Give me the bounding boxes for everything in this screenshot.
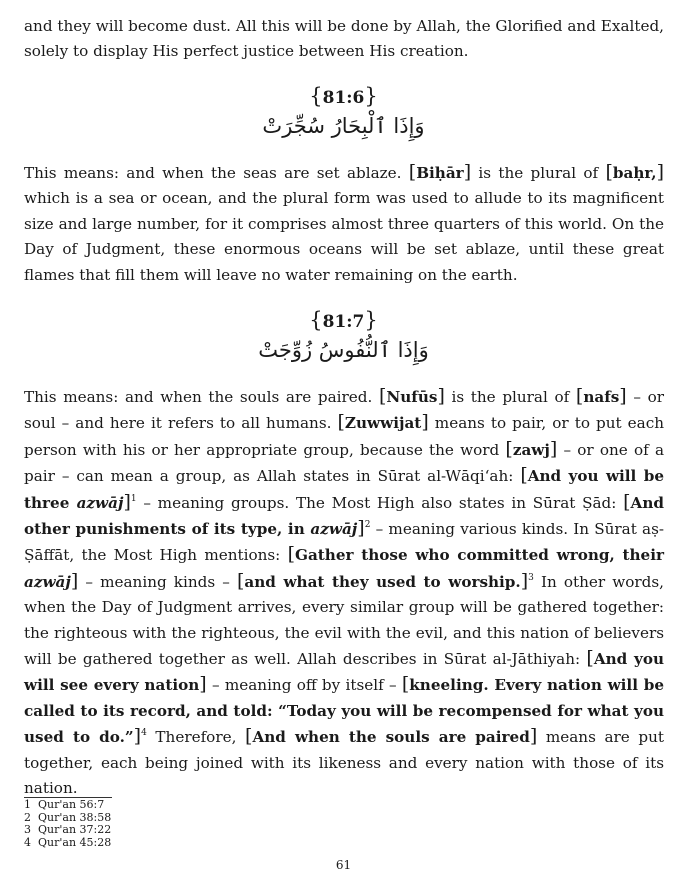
quote-verse-81-7: And when the souls are paired (252, 728, 530, 747)
term-azwaj: azwāj (76, 493, 124, 512)
verse-reference-81-6: {81:6} (309, 84, 378, 108)
paragraph-intro: and they will become dust. All this will be done by Allah, the Glorified and Exalted, solely to display His perfect justice between His creation. (24, 17, 664, 61)
quote-saffat: Gather those who committed wrong, their (294, 546, 664, 565)
footnote-marker: 2 (364, 520, 371, 531)
quote-sad: And other punishments of its type, in (24, 493, 664, 539)
verse-reference-81-7: {81:7} (309, 308, 378, 332)
quote-waqiah: And you will be three (24, 467, 664, 512)
term-bihar: Biḥār (416, 164, 464, 182)
page-number: 61 (335, 858, 352, 872)
close-brace: } (364, 308, 378, 332)
open-brace: { (309, 84, 323, 108)
footnote-marker: 4 (141, 728, 147, 739)
term-nafs: nafs (583, 388, 620, 406)
term-zawj: zawj (512, 440, 550, 459)
term-azwaj: azwāj (310, 520, 358, 539)
footnote-marker: 3 (528, 572, 534, 583)
footnote-3: 3 Qur'an 37:22 (24, 823, 112, 836)
footnote-marker: 1 (130, 493, 137, 504)
paragraph-verse-81-6-commentary: This means: and when the seas are set ablaze. [Biḥār] is the plural of [baḥr,] which is a sea or ocean, and the plural form was used to allude to its magnificent size and large number, for it comprises almost three quarters of this world. On the Day of Judgment, these enormous oceans will be set ablaze, until these great flames that fill them will leave no water remaining on the earth. (24, 161, 664, 284)
quote-saffat-continued: and what they used to worship. (244, 572, 521, 591)
open-brace: { (309, 308, 323, 332)
term-azwaj: azwāj (24, 572, 71, 591)
close-brace: } (364, 84, 378, 108)
term-zuwwijat: Zuwwijat (344, 414, 422, 433)
arabic-verse-81-6: وَإِذَا ٱلْبِحَارُ سُجِّرَتْ (262, 114, 425, 138)
footnote-1: 1 Qur'an 56:7 (24, 798, 105, 811)
arabic-verse-81-7: وَإِذَا ٱلنُّفُوسُ زُوِّجَتْ (258, 338, 429, 362)
footnote-4: 4 Qur'an 45:28 (24, 835, 112, 849)
footnote-2: 2 Qur'an 38:58 (24, 810, 112, 824)
quote-jathiyah-continued: kneeling. Every nation will be called to its record, and told: “Today you will be recompensed for what you used to do.” (24, 676, 664, 747)
term-nufus: Nufūs (386, 388, 438, 406)
term-bahr: baḥr, (612, 164, 657, 182)
paragraph-verse-81-7-commentary: This means: and when the souls are paired. [Nufūs] is the plural of [nafs] – or soul – and here it refers to all humans. [Zuwwijat] means to pair, or to put each person with his or her appropriate group, because the word [zawj] – or one of a pair – can mean a group, as Allah states in Sūrat al-Wāqi‘ah: [And you will be three azwāj]$^1$ – meaning groups. The Most High also states in Sūrat Ṣād: [And other punishments of its type, in azwāj]$^2$ – meaning various kinds. In Sūrat aṣ-Ṣāffāt, the Most High mentions: [Gather those who committed wrong, their azwāj] – meaning kinds – [and what they used to worship.]$^3$ In other words, when the Day of Judgment arrives, every similar group will be gathered together: the righteous with the righteous, the evil with the evil, and this nation of believers will be gathered together as well. Allah describes in Sūrat al-Jāthiyah: [And you will see every nation] – meaning off by itself – [kneeling. Every nation will be called to its record, and told: “Today you will be recompensed for what you used to do.”]$^4$ Therefore, [And when the souls are paired] means are put together, each being joined with its likeness and every nation with those of its nation. (24, 385, 665, 798)
quote-jathiyah: And you will see every nation (24, 650, 665, 695)
footnotes (24, 799, 111, 849)
